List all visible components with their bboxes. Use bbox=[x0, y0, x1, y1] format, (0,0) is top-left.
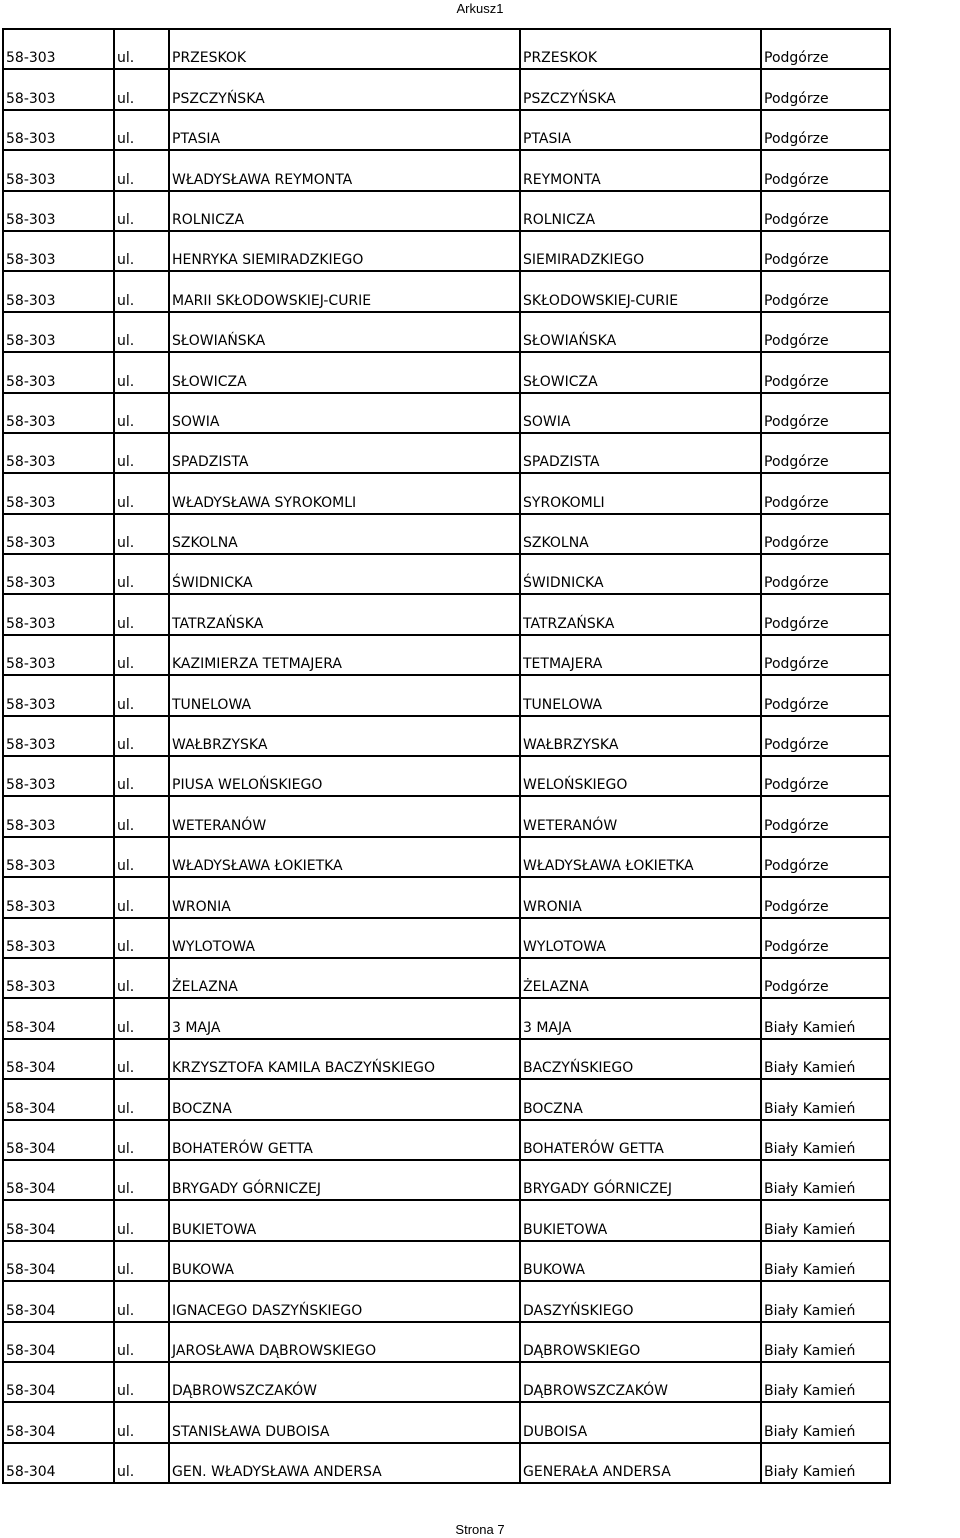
district-cell: Podgórze bbox=[761, 473, 890, 513]
district-cell: Podgórze bbox=[761, 110, 890, 150]
postal-code-cell: 58-303 bbox=[3, 837, 114, 877]
postal-code-cell: 58-304 bbox=[3, 1241, 114, 1281]
table-row bbox=[3, 1160, 890, 1200]
district-cell: Biały Kamień bbox=[761, 998, 890, 1038]
postal-code-cell: 58-304 bbox=[3, 998, 114, 1038]
street-prefix-cell: ul. bbox=[114, 473, 169, 513]
street-full-name-cell: 3 MAJA bbox=[169, 998, 520, 1038]
street-short-name-cell: BRYGADY GÓRNICZEJ bbox=[520, 1160, 761, 1200]
street-short-name-cell: GENERAŁA ANDERSA bbox=[520, 1443, 761, 1483]
postal-code-cell: 58-303 bbox=[3, 675, 114, 715]
street-short-name-cell: WŁADYSŁAWA ŁOKIETKA bbox=[520, 837, 761, 877]
street-full-name-cell: BOCZNA bbox=[169, 1079, 520, 1119]
street-full-name-cell: KAZIMIERZA TETMAJERA bbox=[169, 635, 520, 675]
street-short-name-cell: SPADZISTA bbox=[520, 433, 761, 473]
postal-code-cell: 58-303 bbox=[3, 877, 114, 917]
street-full-name-cell: PRZESKOK bbox=[169, 29, 520, 69]
street-prefix-cell: ul. bbox=[114, 352, 169, 392]
street-short-name-cell: 3 MAJA bbox=[520, 998, 761, 1038]
district-cell: Biały Kamień bbox=[761, 1443, 890, 1483]
street-prefix-cell: ul. bbox=[114, 796, 169, 836]
street-prefix-cell: ul. bbox=[114, 1241, 169, 1281]
postal-code-cell: 58-304 bbox=[3, 1120, 114, 1160]
table-row bbox=[3, 958, 890, 998]
street-full-name-cell: HENRYKA SIEMIRADZKIEGO bbox=[169, 231, 520, 271]
district-cell: Podgórze bbox=[761, 716, 890, 756]
street-short-name-cell: BOCZNA bbox=[520, 1079, 761, 1119]
table-row bbox=[3, 716, 890, 756]
postal-code-cell: 58-304 bbox=[3, 1443, 114, 1483]
street-short-name-cell: PSZCZYŃSKA bbox=[520, 69, 761, 109]
table-row bbox=[3, 1322, 890, 1362]
street-short-name-cell: DASZYŃSKIEGO bbox=[520, 1281, 761, 1321]
street-full-name-cell: ROLNICZA bbox=[169, 191, 520, 231]
table-row bbox=[3, 433, 890, 473]
street-short-name-cell: PTASIA bbox=[520, 110, 761, 150]
table-body bbox=[3, 29, 890, 1483]
street-full-name-cell: DĄBROWSZCZAKÓW bbox=[169, 1362, 520, 1402]
page-footer: Strona 7 bbox=[455, 1522, 505, 1537]
street-full-name-cell: MARII SKŁODOWSKIEJ-CURIE bbox=[169, 271, 520, 311]
district-cell: Podgórze bbox=[761, 29, 890, 69]
postal-code-cell: 58-304 bbox=[3, 1362, 114, 1402]
street-short-name-cell: SKŁODOWSKIEJ-CURIE bbox=[520, 271, 761, 311]
street-prefix-cell: ul. bbox=[114, 1362, 169, 1402]
street-short-name-cell: ŚWIDNICKA bbox=[520, 554, 761, 594]
postal-code-cell: 58-303 bbox=[3, 69, 114, 109]
postal-code-cell: 58-303 bbox=[3, 271, 114, 311]
street-prefix-cell: ul. bbox=[114, 271, 169, 311]
street-full-name-cell: SŁOWIAŃSKA bbox=[169, 312, 520, 352]
street-full-name-cell: KRZYSZTOFA KAMILA BACZYŃSKIEGO bbox=[169, 1039, 520, 1079]
district-cell: Biały Kamień bbox=[761, 1200, 890, 1240]
table-row bbox=[3, 393, 890, 433]
table-row bbox=[3, 1039, 890, 1079]
street-full-name-cell: SOWIA bbox=[169, 393, 520, 433]
street-prefix-cell: ul. bbox=[114, 554, 169, 594]
district-cell: Podgórze bbox=[761, 191, 890, 231]
street-short-name-cell: WYLOTOWA bbox=[520, 918, 761, 958]
table-row bbox=[3, 110, 890, 150]
street-full-name-cell: IGNACEGO DASZYŃSKIEGO bbox=[169, 1281, 520, 1321]
table-row bbox=[3, 1281, 890, 1321]
street-prefix-cell: ul. bbox=[114, 675, 169, 715]
street-prefix-cell: ul. bbox=[114, 635, 169, 675]
postal-code-cell: 58-303 bbox=[3, 796, 114, 836]
street-full-name-cell: SPADZISTA bbox=[169, 433, 520, 473]
postal-code-cell: 58-303 bbox=[3, 958, 114, 998]
street-short-name-cell: BACZYŃSKIEGO bbox=[520, 1039, 761, 1079]
table-row bbox=[3, 756, 890, 796]
table-row bbox=[3, 1241, 890, 1281]
street-short-name-cell: ROLNICZA bbox=[520, 191, 761, 231]
street-prefix-cell: ul. bbox=[114, 1160, 169, 1200]
table-row bbox=[3, 837, 890, 877]
table-row bbox=[3, 69, 890, 109]
street-prefix-cell: ul. bbox=[114, 1200, 169, 1240]
address-table bbox=[2, 28, 891, 1484]
table-row bbox=[3, 635, 890, 675]
table-row bbox=[3, 514, 890, 554]
street-short-name-cell: WRONIA bbox=[520, 877, 761, 917]
street-prefix-cell: ul. bbox=[114, 1402, 169, 1442]
district-cell: Biały Kamień bbox=[761, 1241, 890, 1281]
street-prefix-cell: ul. bbox=[114, 1039, 169, 1079]
street-short-name-cell: SIEMIRADZKIEGO bbox=[520, 231, 761, 271]
street-short-name-cell: ŻELAZNA bbox=[520, 958, 761, 998]
street-short-name-cell: SYROKOMLI bbox=[520, 473, 761, 513]
postal-code-cell: 58-303 bbox=[3, 393, 114, 433]
street-prefix-cell: ul. bbox=[114, 393, 169, 433]
street-short-name-cell: SŁOWIAŃSKA bbox=[520, 312, 761, 352]
district-cell: Podgórze bbox=[761, 554, 890, 594]
postal-code-cell: 58-303 bbox=[3, 554, 114, 594]
street-prefix-cell: ul. bbox=[114, 756, 169, 796]
table-row bbox=[3, 796, 890, 836]
postal-code-cell: 58-304 bbox=[3, 1200, 114, 1240]
street-full-name-cell: STANISŁAWA DUBOISA bbox=[169, 1402, 520, 1442]
postal-code-cell: 58-304 bbox=[3, 1079, 114, 1119]
district-cell: Biały Kamień bbox=[761, 1160, 890, 1200]
district-cell: Biały Kamień bbox=[761, 1281, 890, 1321]
district-cell: Biały Kamień bbox=[761, 1079, 890, 1119]
table-row bbox=[3, 1443, 890, 1483]
table-row bbox=[3, 594, 890, 634]
street-short-name-cell: WAŁBRZYSKA bbox=[520, 716, 761, 756]
postal-code-cell: 58-303 bbox=[3, 150, 114, 190]
postal-code-cell: 58-304 bbox=[3, 1281, 114, 1321]
street-prefix-cell: ul. bbox=[114, 69, 169, 109]
district-cell: Biały Kamień bbox=[761, 1402, 890, 1442]
table-row bbox=[3, 1402, 890, 1442]
district-cell: Podgórze bbox=[761, 393, 890, 433]
table-row bbox=[3, 191, 890, 231]
district-cell: Podgórze bbox=[761, 514, 890, 554]
postal-code-cell: 58-303 bbox=[3, 29, 114, 69]
street-full-name-cell: WŁADYSŁAWA SYROKOMLI bbox=[169, 473, 520, 513]
street-full-name-cell: BUKOWA bbox=[169, 1241, 520, 1281]
district-cell: Podgórze bbox=[761, 352, 890, 392]
district-cell: Podgórze bbox=[761, 635, 890, 675]
sheet-title: Arkusz1 bbox=[456, 1, 504, 16]
district-cell: Podgórze bbox=[761, 877, 890, 917]
street-full-name-cell: PTASIA bbox=[169, 110, 520, 150]
district-cell: Biały Kamień bbox=[761, 1120, 890, 1160]
street-prefix-cell: ul. bbox=[114, 1443, 169, 1483]
street-full-name-cell: WRONIA bbox=[169, 877, 520, 917]
postal-code-cell: 58-304 bbox=[3, 1160, 114, 1200]
postal-code-cell: 58-303 bbox=[3, 110, 114, 150]
district-cell: Biały Kamień bbox=[761, 1362, 890, 1402]
table-row bbox=[3, 231, 890, 271]
street-full-name-cell: BUKIETOWA bbox=[169, 1200, 520, 1240]
table-row bbox=[3, 29, 890, 69]
street-short-name-cell: PRZESKOK bbox=[520, 29, 761, 69]
street-prefix-cell: ul. bbox=[114, 594, 169, 634]
postal-code-cell: 58-303 bbox=[3, 594, 114, 634]
street-prefix-cell: ul. bbox=[114, 998, 169, 1038]
street-prefix-cell: ul. bbox=[114, 312, 169, 352]
street-prefix-cell: ul. bbox=[114, 231, 169, 271]
postal-code-cell: 58-303 bbox=[3, 352, 114, 392]
street-prefix-cell: ul. bbox=[114, 958, 169, 998]
street-short-name-cell: BOHATERÓW GETTA bbox=[520, 1120, 761, 1160]
street-full-name-cell: SZKOLNA bbox=[169, 514, 520, 554]
district-cell: Podgórze bbox=[761, 675, 890, 715]
postal-code-cell: 58-303 bbox=[3, 716, 114, 756]
street-short-name-cell: WELOŃSKIEGO bbox=[520, 756, 761, 796]
table-row bbox=[3, 1079, 890, 1119]
table-row bbox=[3, 271, 890, 311]
table-row bbox=[3, 1200, 890, 1240]
district-cell: Podgórze bbox=[761, 837, 890, 877]
street-prefix-cell: ul. bbox=[114, 514, 169, 554]
street-short-name-cell: REYMONTA bbox=[520, 150, 761, 190]
street-prefix-cell: ul. bbox=[114, 837, 169, 877]
street-prefix-cell: ul. bbox=[114, 150, 169, 190]
street-short-name-cell: WETERANÓW bbox=[520, 796, 761, 836]
postal-code-cell: 58-304 bbox=[3, 1322, 114, 1362]
street-prefix-cell: ul. bbox=[114, 716, 169, 756]
postal-code-cell: 58-303 bbox=[3, 231, 114, 271]
district-cell: Podgórze bbox=[761, 433, 890, 473]
table-row bbox=[3, 554, 890, 594]
street-prefix-cell: ul. bbox=[114, 1120, 169, 1160]
street-prefix-cell: ul. bbox=[114, 191, 169, 231]
street-prefix-cell: ul. bbox=[114, 1322, 169, 1362]
street-full-name-cell: ŻELAZNA bbox=[169, 958, 520, 998]
street-full-name-cell: WYLOTOWA bbox=[169, 918, 520, 958]
district-cell: Podgórze bbox=[761, 312, 890, 352]
postal-code-cell: 58-303 bbox=[3, 635, 114, 675]
district-cell: Podgórze bbox=[761, 918, 890, 958]
table-row bbox=[3, 675, 890, 715]
district-cell: Podgórze bbox=[761, 271, 890, 311]
street-prefix-cell: ul. bbox=[114, 1281, 169, 1321]
district-cell: Biały Kamień bbox=[761, 1039, 890, 1079]
postal-code-cell: 58-303 bbox=[3, 433, 114, 473]
street-prefix-cell: ul. bbox=[114, 29, 169, 69]
table-row bbox=[3, 473, 890, 513]
street-full-name-cell: BOHATERÓW GETTA bbox=[169, 1120, 520, 1160]
table-row bbox=[3, 1120, 890, 1160]
table-row bbox=[3, 1362, 890, 1402]
postal-code-cell: 58-303 bbox=[3, 756, 114, 796]
street-short-name-cell: DĄBROWSKIEGO bbox=[520, 1322, 761, 1362]
table-row bbox=[3, 352, 890, 392]
district-cell: Podgórze bbox=[761, 69, 890, 109]
district-cell: Podgórze bbox=[761, 958, 890, 998]
postal-code-cell: 58-304 bbox=[3, 1402, 114, 1442]
street-full-name-cell: TUNELOWA bbox=[169, 675, 520, 715]
postal-code-cell: 58-303 bbox=[3, 191, 114, 231]
table-row bbox=[3, 150, 890, 190]
postal-code-cell: 58-303 bbox=[3, 514, 114, 554]
street-short-name-cell: SOWIA bbox=[520, 393, 761, 433]
district-cell: Biały Kamień bbox=[761, 1322, 890, 1362]
street-prefix-cell: ul. bbox=[114, 877, 169, 917]
street-short-name-cell: BUKIETOWA bbox=[520, 1200, 761, 1240]
street-full-name-cell: ŚWIDNICKA bbox=[169, 554, 520, 594]
table-row bbox=[3, 877, 890, 917]
street-short-name-cell: DUBOISA bbox=[520, 1402, 761, 1442]
street-prefix-cell: ul. bbox=[114, 918, 169, 958]
street-short-name-cell: TATRZAŃSKA bbox=[520, 594, 761, 634]
postal-code-cell: 58-303 bbox=[3, 918, 114, 958]
table-row bbox=[3, 312, 890, 352]
street-short-name-cell: TETMAJERA bbox=[520, 635, 761, 675]
street-short-name-cell: SŁOWICZA bbox=[520, 352, 761, 392]
street-full-name-cell: PIUSA WELOŃSKIEGO bbox=[169, 756, 520, 796]
street-prefix-cell: ul. bbox=[114, 1079, 169, 1119]
street-full-name-cell: WETERANÓW bbox=[169, 796, 520, 836]
street-prefix-cell: ul. bbox=[114, 433, 169, 473]
district-cell: Podgórze bbox=[761, 796, 890, 836]
street-full-name-cell: GEN. WŁADYSŁAWA ANDERSA bbox=[169, 1443, 520, 1483]
street-full-name-cell: BRYGADY GÓRNICZEJ bbox=[169, 1160, 520, 1200]
street-full-name-cell: PSZCZYŃSKA bbox=[169, 69, 520, 109]
district-cell: Podgórze bbox=[761, 594, 890, 634]
district-cell: Podgórze bbox=[761, 756, 890, 796]
street-full-name-cell: TATRZAŃSKA bbox=[169, 594, 520, 634]
street-short-name-cell: TUNELOWA bbox=[520, 675, 761, 715]
street-full-name-cell: WAŁBRZYSKA bbox=[169, 716, 520, 756]
street-short-name-cell: SZKOLNA bbox=[520, 514, 761, 554]
street-full-name-cell: SŁOWICZA bbox=[169, 352, 520, 392]
district-cell: Podgórze bbox=[761, 231, 890, 271]
postal-code-cell: 58-303 bbox=[3, 473, 114, 513]
street-full-name-cell: JAROSŁAWA DĄBROWSKIEGO bbox=[169, 1322, 520, 1362]
table-row bbox=[3, 998, 890, 1038]
postal-code-cell: 58-303 bbox=[3, 312, 114, 352]
district-cell: Podgórze bbox=[761, 150, 890, 190]
street-short-name-cell: DĄBROWSZCZAKÓW bbox=[520, 1362, 761, 1402]
table-row bbox=[3, 918, 890, 958]
street-full-name-cell: WŁADYSŁAWA ŁOKIETKA bbox=[169, 837, 520, 877]
street-prefix-cell: ul. bbox=[114, 110, 169, 150]
street-short-name-cell: BUKOWA bbox=[520, 1241, 761, 1281]
street-full-name-cell: WŁADYSŁAWA REYMONTA bbox=[169, 150, 520, 190]
postal-code-cell: 58-304 bbox=[3, 1039, 114, 1079]
